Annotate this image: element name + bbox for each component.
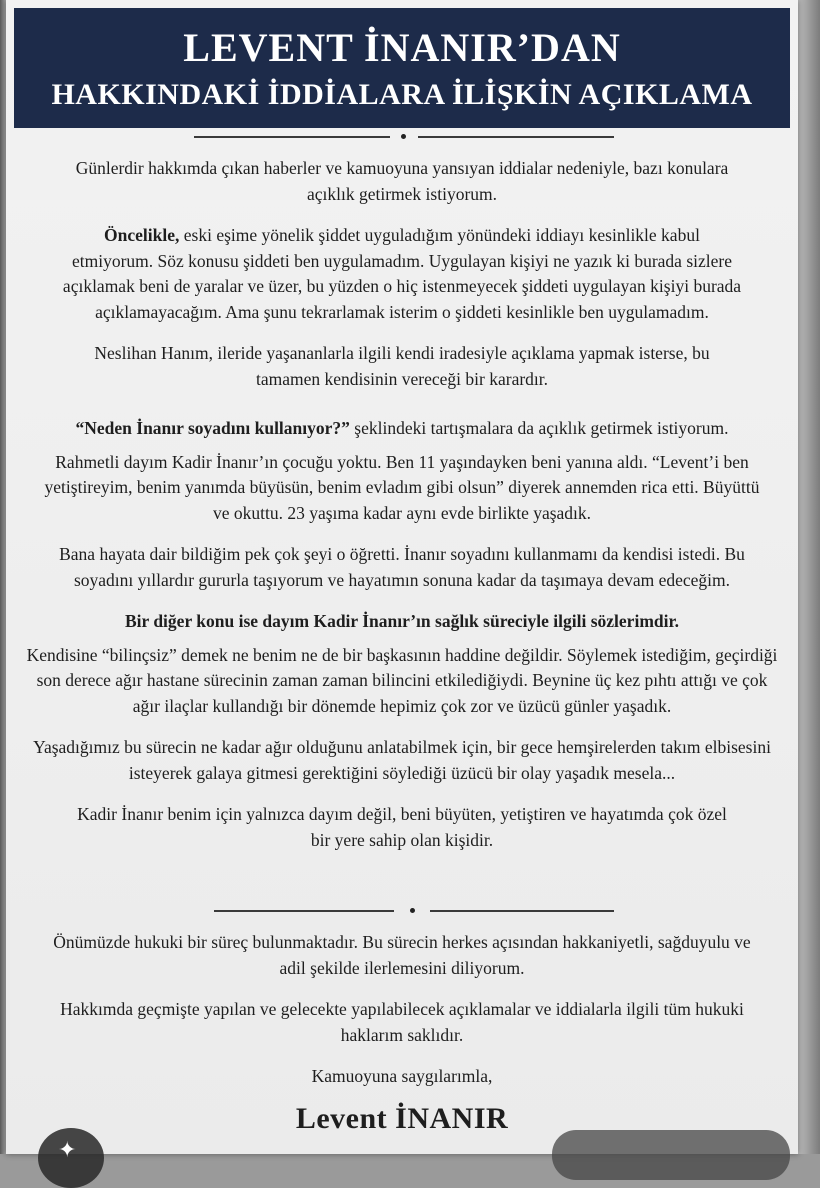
title-banner (14, 8, 790, 128)
divider-dot (401, 134, 406, 139)
bottom-divider (214, 904, 614, 918)
paragraph-surname-question (20, 416, 784, 442)
bold-surname-question: “Neden İnanır soyadını kullanıyor?” (75, 418, 350, 438)
paragraph-violence-denial-text: eski eşime yönelik şiddet uyguladığım yönündeki iddiayı kesinlikle kabul etmiyorum. Söz konusu şiddeti ben uygulamadım. Uygulayan kişiyi ne yazık ki burada sizlere açıklamak beni de yaralar ve üzer, bu yüzden o hiç istenmeyecek şiddeti uygulayan kişiyi burada açıklamayacağım. Ama şunu tekrarlamak isterim o şiddeti kesinlikle ben uygulamadım. (62, 225, 742, 322)
paragraph-surname-pride: Bana hayata dair bildiğim pek çok şeyi o öğretti. İnanır soyadını kullanmamı da kendisi istedi. Bu soyadını yıllardır gururla taşıyorum ve hayatımın sonuna kadar da taşımaya devam edeceğim. (59, 544, 745, 590)
story-message-bar[interactable] (552, 1130, 790, 1180)
statement-body-part-1 (20, 156, 784, 869)
paragraph-surname-question-text: şeklindeki tartışmalara da açıklık getirmek istiyorum. (349, 418, 729, 438)
paragraph-upbringing: Rahmetli dayım Kadir İnanır’ın çocuğu yoktu. Ben 11 yaşındayken beni yanına aldı. “Levent’i ben yetiştireyim, benim yanımda büyüsün, benim evladım gibi olsun” diyerek annemden rica etti. Büyüttü ve okuttu. 23 yaşıma kadar aynı evde birlikte yaşadık. (44, 451, 760, 523)
right-edge-shadow (798, 0, 820, 1154)
statement-body-part-2 (20, 930, 784, 1106)
paragraph-legal-process: Önümüzde hukuki bir süreç bulunmaktadır. Bu sürecin herkes açısından hakkaniyetli, sağduyulu ve adil şekilde ilerlemesini diliyorum. (53, 932, 751, 978)
bold-health-heading: Bir diğer konu ise dayım Kadir İnanır’ın sağlık süreciyle ilgili sözlerimdir. (124, 611, 680, 631)
paragraph-neslihan: Neslihan Hanım, ileride yaşananlarla ilgili kendi iradesiyle açıklama yapmak isterse, bu tamamen kendisinin vereceği bir karardır. (94, 343, 710, 389)
bold-lead-oncelikle: Öncelikle, (104, 225, 180, 245)
story-reply-button[interactable] (38, 1128, 104, 1188)
signature-name: Levent İNANIR (295, 1102, 509, 1135)
paragraph-legal-rights: Hakkımda geçmişte yapılan ve gelecekte yapılabilecek açıklamalar ve iddialarla ilgili tüm hukuki haklarım saklıdır. (60, 999, 744, 1045)
paragraph-violence-denial (20, 223, 784, 325)
paragraph-intro: Günlerdir hakkımda çıkan haberler ve kamuoyuna yansıyan iddialar nedeniyle, bazı konulara açıklık getirmek istiyorum. (75, 158, 729, 204)
paragraph-health-heading (20, 609, 784, 635)
divider-dot (410, 908, 415, 913)
title-line-2: HAKKINDAKİ İDDİALARA İLİŞKİN AÇIKLAMA (51, 78, 753, 111)
paragraph-health-explanation: Kendisine “bilinçsiz” demek ne benim ne de bir başkasının haddine değildir. Söylemek istediğim, geçirdiği son derece ağır hastane sürecinin zaman zaman bilincini etkilediğiydi. Beynine üç kez pıhtı attığı ve çok ağır ilaçlar kullandığı bir dönemde hepimiz çok zor ve üzücü günler yaşadık. (26, 644, 778, 716)
statement-page (6, 0, 798, 1154)
title-line-1: LEVENT İNANIR’DAN (183, 25, 621, 70)
reaction-icon: ✦ (58, 1138, 77, 1163)
paragraph-kadir-inanir: Kadir İnanır benim için yalnızca dayım değil, beni büyüten, yetiştiren ve hayatımda çok özel bir yere sahip olan kişidir. (77, 804, 727, 850)
top-divider (194, 130, 614, 144)
paragraph-gala-anecdote: Yaşadığımız bu sürecin ne kadar ağır olduğunu anlatabilmek için, bir gece hemşirelerden takım elbisesini isteyerek galaya gitmesi gerektiğini söylediği üzücü bir olay yaşadık mesela... (33, 737, 771, 783)
closing-line: Kamuoyuna saygılarımla, (311, 1066, 493, 1086)
